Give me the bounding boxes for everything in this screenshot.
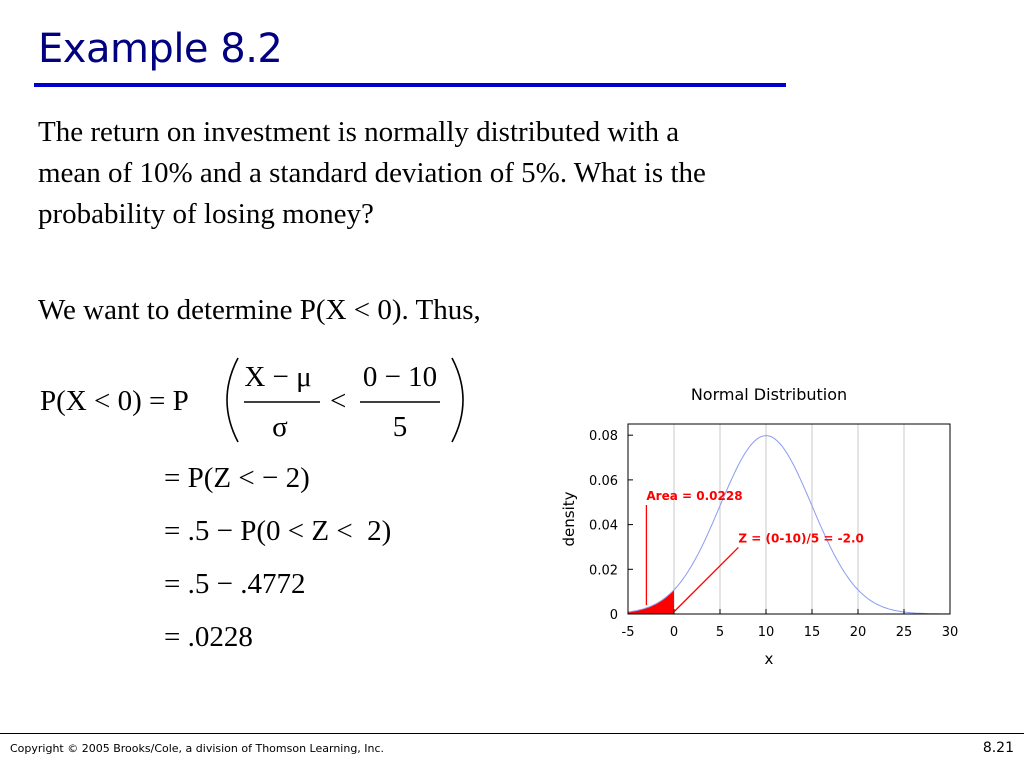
copyright-text: Copyright © 2005 Brooks/Cole, a division of Thomson Learning, Inc.: [10, 742, 385, 755]
chart-grid: [628, 424, 950, 614]
plot-frame: [628, 424, 950, 614]
x-tick-label: 20: [849, 625, 867, 640]
x-tick-label: 10: [757, 625, 775, 640]
y-tick-label: 0: [609, 608, 618, 623]
question-text: The return on investment is normally distributed with a mean of 10% and a standard deviation of 5%. What is the probability of losing money?: [38, 116, 706, 230]
fraction-2-numerator: 0 − 10: [362, 361, 438, 393]
x-tick-label: -5: [621, 625, 635, 640]
step-line-3: = .5 − .4772: [164, 568, 306, 600]
y-tick-label: 0.06: [589, 473, 618, 489]
left-paren: [227, 358, 238, 442]
annotation-label: Area = 0.0228: [646, 489, 743, 503]
fraction-2-denominator: 5: [392, 411, 408, 443]
x-tick-label: 5: [715, 625, 725, 640]
step-line-1: = P(Z < − 2): [164, 462, 310, 494]
fraction-1-denominator: σ: [272, 411, 288, 443]
y-tick-label: 0.02: [589, 563, 618, 579]
annotation-label: Z = (0-10)/5 = -2.0: [738, 531, 864, 546]
chart-annotations: [646, 489, 864, 612]
y-tick-label: 0.04: [589, 518, 618, 534]
slide-title: Example 8.2: [38, 26, 283, 72]
x-tick-label: 25: [895, 625, 913, 640]
step-line-4: = .0228: [164, 621, 253, 653]
equation-lhs: P(X < 0) = P: [40, 385, 189, 417]
shaded-tail-area: [628, 590, 674, 614]
lead-in-text: We want to determine P(X < 0). Thus,: [38, 294, 481, 326]
x-tick-label: 15: [803, 625, 821, 640]
normal-distribution-chart: [548, 372, 960, 672]
y-tick-label: 0.08: [589, 429, 618, 445]
title-underline: [34, 83, 786, 87]
equation-relation: <: [330, 385, 347, 417]
x-tick-label: 0: [669, 625, 679, 640]
probability-equation: [38, 350, 478, 460]
density-curve: [628, 436, 950, 614]
fraction-1-numerator: X − μ: [244, 361, 312, 393]
annotation-pointer: [674, 547, 738, 611]
x-axis-label: x: [764, 650, 774, 668]
y-axis-ticks: [589, 429, 633, 623]
y-axis-label: density: [560, 491, 578, 547]
chart-title: Normal Distribution: [690, 385, 848, 404]
step-line-2: = .5 − P(0 < Z < 2): [164, 515, 392, 547]
page-number: 8.21: [982, 740, 1014, 756]
right-paren: [452, 358, 463, 442]
footer-divider: [0, 733, 1024, 734]
x-tick-label: 30: [941, 625, 959, 640]
